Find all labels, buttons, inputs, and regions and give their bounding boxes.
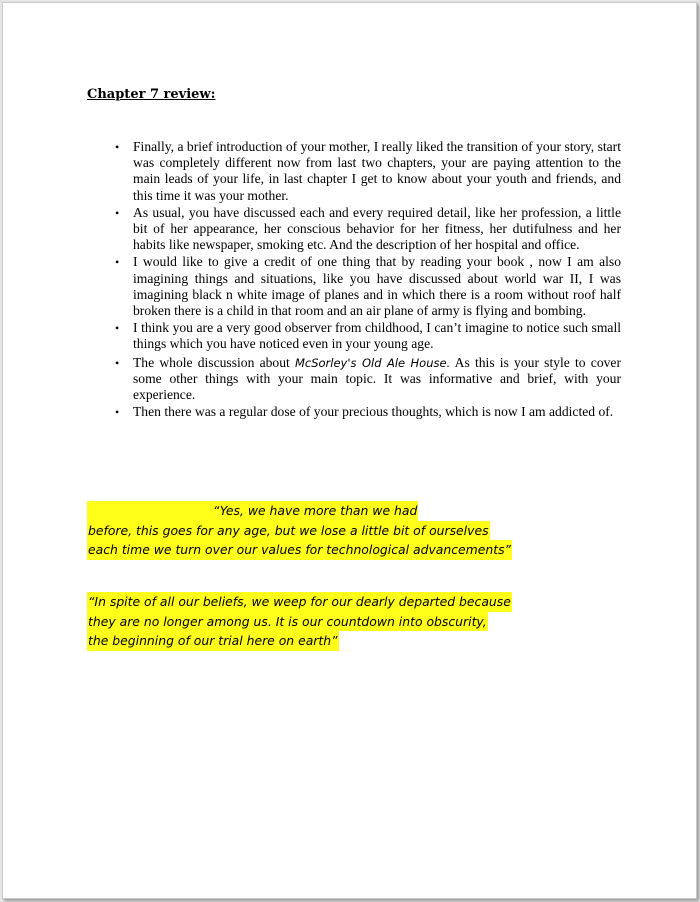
highlighted-quote-2 [87, 592, 512, 651]
list-item [115, 254, 621, 319]
bullet-text: Finally, a brief introduction of your mother, I really liked the transition of your story, start was completely different now from last two chapters, your are paying attention to the main leads of your life, in last chapter I get to know about your youth and friends, and this time it was your mother. [133, 139, 621, 203]
quote-line: “In spite of all our beliefs, we weep for our dearly departed because [87, 592, 512, 612]
bullet-icon: • [115, 255, 120, 270]
list-item [115, 205, 621, 254]
list-item [115, 139, 621, 204]
bullet-icon: • [115, 355, 120, 370]
bullet-text-prefix: The whole discussion about [133, 354, 295, 370]
review-bullet-list [115, 139, 621, 421]
quote-line: they are no longer among us. It is our countdown into obscurity, [87, 612, 488, 632]
bullet-text: I would like to give a credit of one thing that by reading your book , now I am also imagining things and situations, like you have discussed about world war II, I was imagining black n white image of planes and in which there is a room without roof half broken there is a child in that room and an air plane of army is flying and bombing. [133, 254, 621, 319]
bullet-icon: • [115, 321, 120, 336]
quote-line: “Yes, we have more than we had [87, 501, 418, 521]
bullet-text-suffix: As this is your style to cover some other things with your main topic. It was informative and brief, with your experience. [133, 354, 621, 403]
bullet-text: I think you are a very good observer from childhood, I can’t imagine to notice such small things which you have noticed even in your young age. [133, 320, 621, 352]
bullet-icon: • [115, 405, 120, 420]
bullet-text: Then there was a regular dose of your precious thoughts, which is now I am addicted of. [133, 404, 614, 420]
list-item [115, 355, 621, 404]
quote-line: the beginning of our trial here on earth” [87, 631, 339, 651]
bullet-icon: • [115, 140, 120, 154]
chapter-heading: Chapter 7 review: [87, 87, 216, 102]
list-item [115, 320, 621, 352]
document-page [2, 2, 697, 899]
quote-line: each time we turn over our values for technological advancements” [87, 540, 512, 560]
bullet-text: As usual, you have discussed each and every required detail, like her profession, a little bit of her appearance, her conscious behavior for her fitness, her dutifulness and her habits like newspaper, smoking etc. And the description of her hospital and office. [133, 204, 621, 253]
highlighted-quote-1 [87, 501, 512, 560]
quote-line: before, this goes for any age, but we lose a little bit of ourselves [87, 521, 490, 541]
list-item [115, 404, 621, 420]
book-title: McSorley's Old Ale House. [294, 355, 451, 370]
bullet-icon: • [115, 205, 120, 220]
